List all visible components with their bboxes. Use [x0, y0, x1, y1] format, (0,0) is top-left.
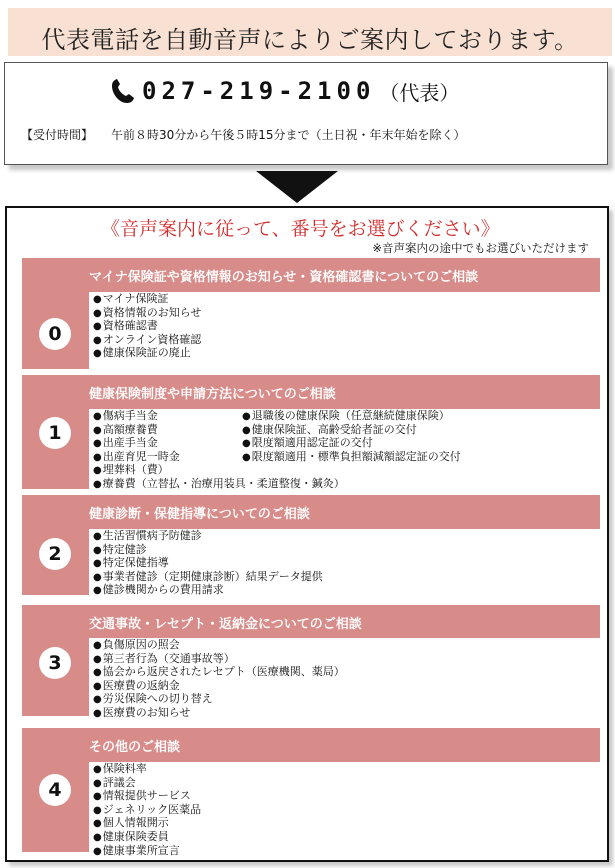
- option-item-list: [93, 293, 201, 361]
- list-item: ● 特定健診: [93, 544, 323, 558]
- list-item: ● 限度額適用・標準負担額減額認定証の交付: [242, 451, 461, 465]
- reception-hours: [21, 126, 466, 143]
- list-item: ● 医療費の返納金: [93, 680, 345, 694]
- list-item: ● 事業者健診（定期健康診断）結果データ提供: [93, 571, 323, 585]
- menu-option-2: [22, 495, 600, 595]
- menu-option-body: [89, 292, 600, 369]
- menu-option-header: その他のご相談: [89, 739, 181, 755]
- menu-option-0: [22, 258, 600, 369]
- guide-title: 《音声案内に従って、番号をお選びください》: [101, 218, 500, 240]
- option-item-list: [93, 639, 345, 721]
- menu-option-body: [89, 638, 600, 719]
- option-number-badge: 2: [39, 538, 71, 570]
- list-item: ● 出産手当金: [93, 437, 345, 451]
- reception-hours-label: 【受付時間】: [21, 128, 94, 142]
- list-item: ● 資格情報のお知らせ: [93, 307, 201, 321]
- menu-option-1: [22, 375, 600, 489]
- list-item: ● 情報提供サービス: [93, 790, 201, 804]
- menu-option-body: [89, 409, 600, 489]
- guide-note: ※音声案内の途中でもお選びいただけます: [372, 241, 589, 255]
- list-item: ● 療養費（立替払・治療用装具・柔道整復・鍼灸）: [93, 478, 345, 492]
- list-item: ● 限度額適用認定証の交付: [242, 437, 461, 451]
- list-item: ● 健康保険委員: [93, 831, 201, 845]
- list-item: ● 負傷原因の照会: [93, 639, 345, 653]
- list-item: ● 労災保険への切り替え: [93, 693, 345, 707]
- list-item: ● 協会から返戻されたレセプト（医療機関、薬局）: [93, 666, 345, 680]
- list-item: ● 健康保険証、高齢受給者証の交付: [242, 424, 461, 438]
- list-item: ● オンライン資格確認: [93, 334, 201, 348]
- list-item: ● 個人情報開示: [93, 817, 201, 831]
- list-item: ● 特定保健指導: [93, 557, 323, 571]
- list-item: ● 医療費のお知らせ: [93, 707, 345, 721]
- menu-option-header: 健康診断・保健指導についてのご相談: [89, 506, 310, 522]
- down-arrow-icon: [256, 171, 338, 203]
- intro-banner-text: 代表電話を自動音声によりご案内しております。: [41, 26, 579, 54]
- menu-option-header: 健康保険制度や申請方法についてのご相談: [89, 386, 336, 402]
- menu-option-header: 交通事故・レセプト・返納金についてのご相談: [89, 616, 362, 632]
- list-item: ● 退職後の健康保険（任意継続健康保険）: [242, 410, 461, 424]
- menu-option-body: [89, 762, 600, 857]
- option-number-badge: 4: [39, 774, 71, 806]
- list-item: ● 健康保険証の廃止: [93, 347, 201, 361]
- phone-info-box: [4, 62, 608, 165]
- list-item: ● 生活習慣病予防健診: [93, 530, 323, 544]
- list-item: ● 健診機関からの費用請求: [93, 584, 323, 598]
- reception-hours-text: 午前８時30分から午後５時15分まで（土日祝・年末年始を除く）: [111, 128, 466, 142]
- option-item-list-right: [242, 410, 461, 464]
- intro-banner: [8, 8, 612, 56]
- menu-option-3: [22, 605, 600, 719]
- option-number-badge: 3: [39, 647, 71, 679]
- list-item: ● ジェネリック医薬品: [93, 804, 201, 818]
- menu-option-header: マイナ保険証や資格情報のお知らせ・資格確認書についてのご相談: [89, 269, 479, 285]
- list-item: ● 高額療養費: [93, 424, 345, 438]
- option-item-list: [93, 763, 201, 858]
- list-item: ● 第三者行為（交通事故等）: [93, 653, 345, 667]
- list-item: ● 埋葬料（費）: [93, 464, 345, 478]
- list-item: ● 資格確認書: [93, 320, 201, 334]
- menu-option-body: [89, 529, 600, 595]
- phone-icon: [110, 77, 136, 105]
- option-number-badge: 1: [39, 417, 71, 449]
- list-item: ● マイナ保険証: [93, 293, 201, 307]
- phone-row: [110, 76, 459, 106]
- option-number-badge: 0: [39, 318, 71, 350]
- option-item-list: [93, 530, 323, 598]
- menu-option-4: [22, 728, 600, 857]
- list-item: ● 評議会: [93, 777, 201, 791]
- phone-number[interactable]: 027-219-2100: [142, 77, 376, 105]
- voice-guide-box: [5, 206, 609, 862]
- list-item: ● 傷病手当金: [93, 410, 345, 424]
- list-item: ● 出産育児一時金: [93, 451, 345, 465]
- phone-number-suffix: （代表）: [379, 80, 460, 105]
- list-item: ● 健康事業所宣言: [93, 845, 201, 859]
- list-item: ● 保険料率: [93, 763, 201, 777]
